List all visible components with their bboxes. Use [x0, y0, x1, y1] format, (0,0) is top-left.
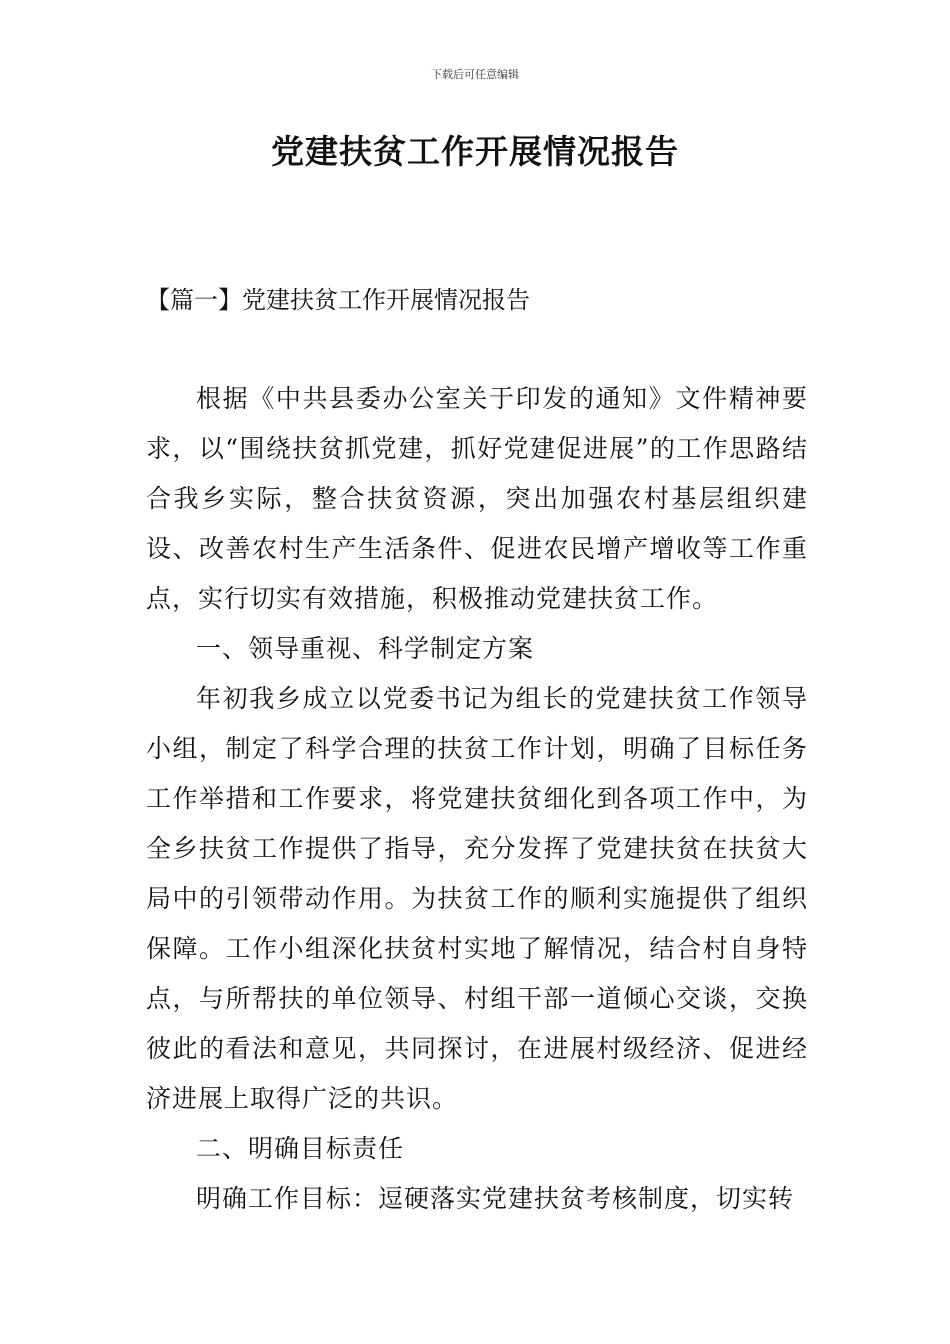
document-body [146, 374, 808, 1224]
header-note: 下载后可任意编辑 [431, 68, 519, 81]
subheading-one: 一、领导重视、科学制定方案 [196, 634, 535, 663]
paragraph-intro: 根据《中共县委办公室关于印发的通知》文件精神要求，以“围绕扶贫抓党建，抓好党建促进展”的工作思路结合我乡实际，整合扶贫资源，突出加强农村基层组织建设、改善农村生产生活条件、促进农民增产增收等工作重点，实行切实有效措施，积极推动党建扶贫工作。 [146, 384, 808, 613]
document-title: 党建扶贫工作开展情况报告 [271, 132, 679, 171]
subheading-two: 二、明确目标责任 [196, 1134, 405, 1163]
paragraph-two: 明确工作目标：逗硬落实党建扶贫考核制度，切实转 [196, 1184, 795, 1213]
section-heading: 【篇一】党建扶贫工作开展情况报告 [146, 286, 530, 314]
paragraph-one: 年初我乡成立以党委书记为组长的党建扶贫工作领导小组，制定了科学合理的扶贫工作计划，明确了目标任务工作举措和工作要求，将党建扶贫细化到各项工作中，为全乡扶贫工作提供了指导，充分发挥了党建扶贫在扶贫大局中的引领带动作用。为扶贫工作的顺利实施提供了组织保障。工作小组深化扶贫村实地了解情况，结合村自身特点，与所帮扶的单位领导、村组干部一道倾心交谈，交换彼此的看法和意见，共同探讨，在进展村级经济、促进经济进展上取得广泛的共识。 [146, 684, 808, 1113]
